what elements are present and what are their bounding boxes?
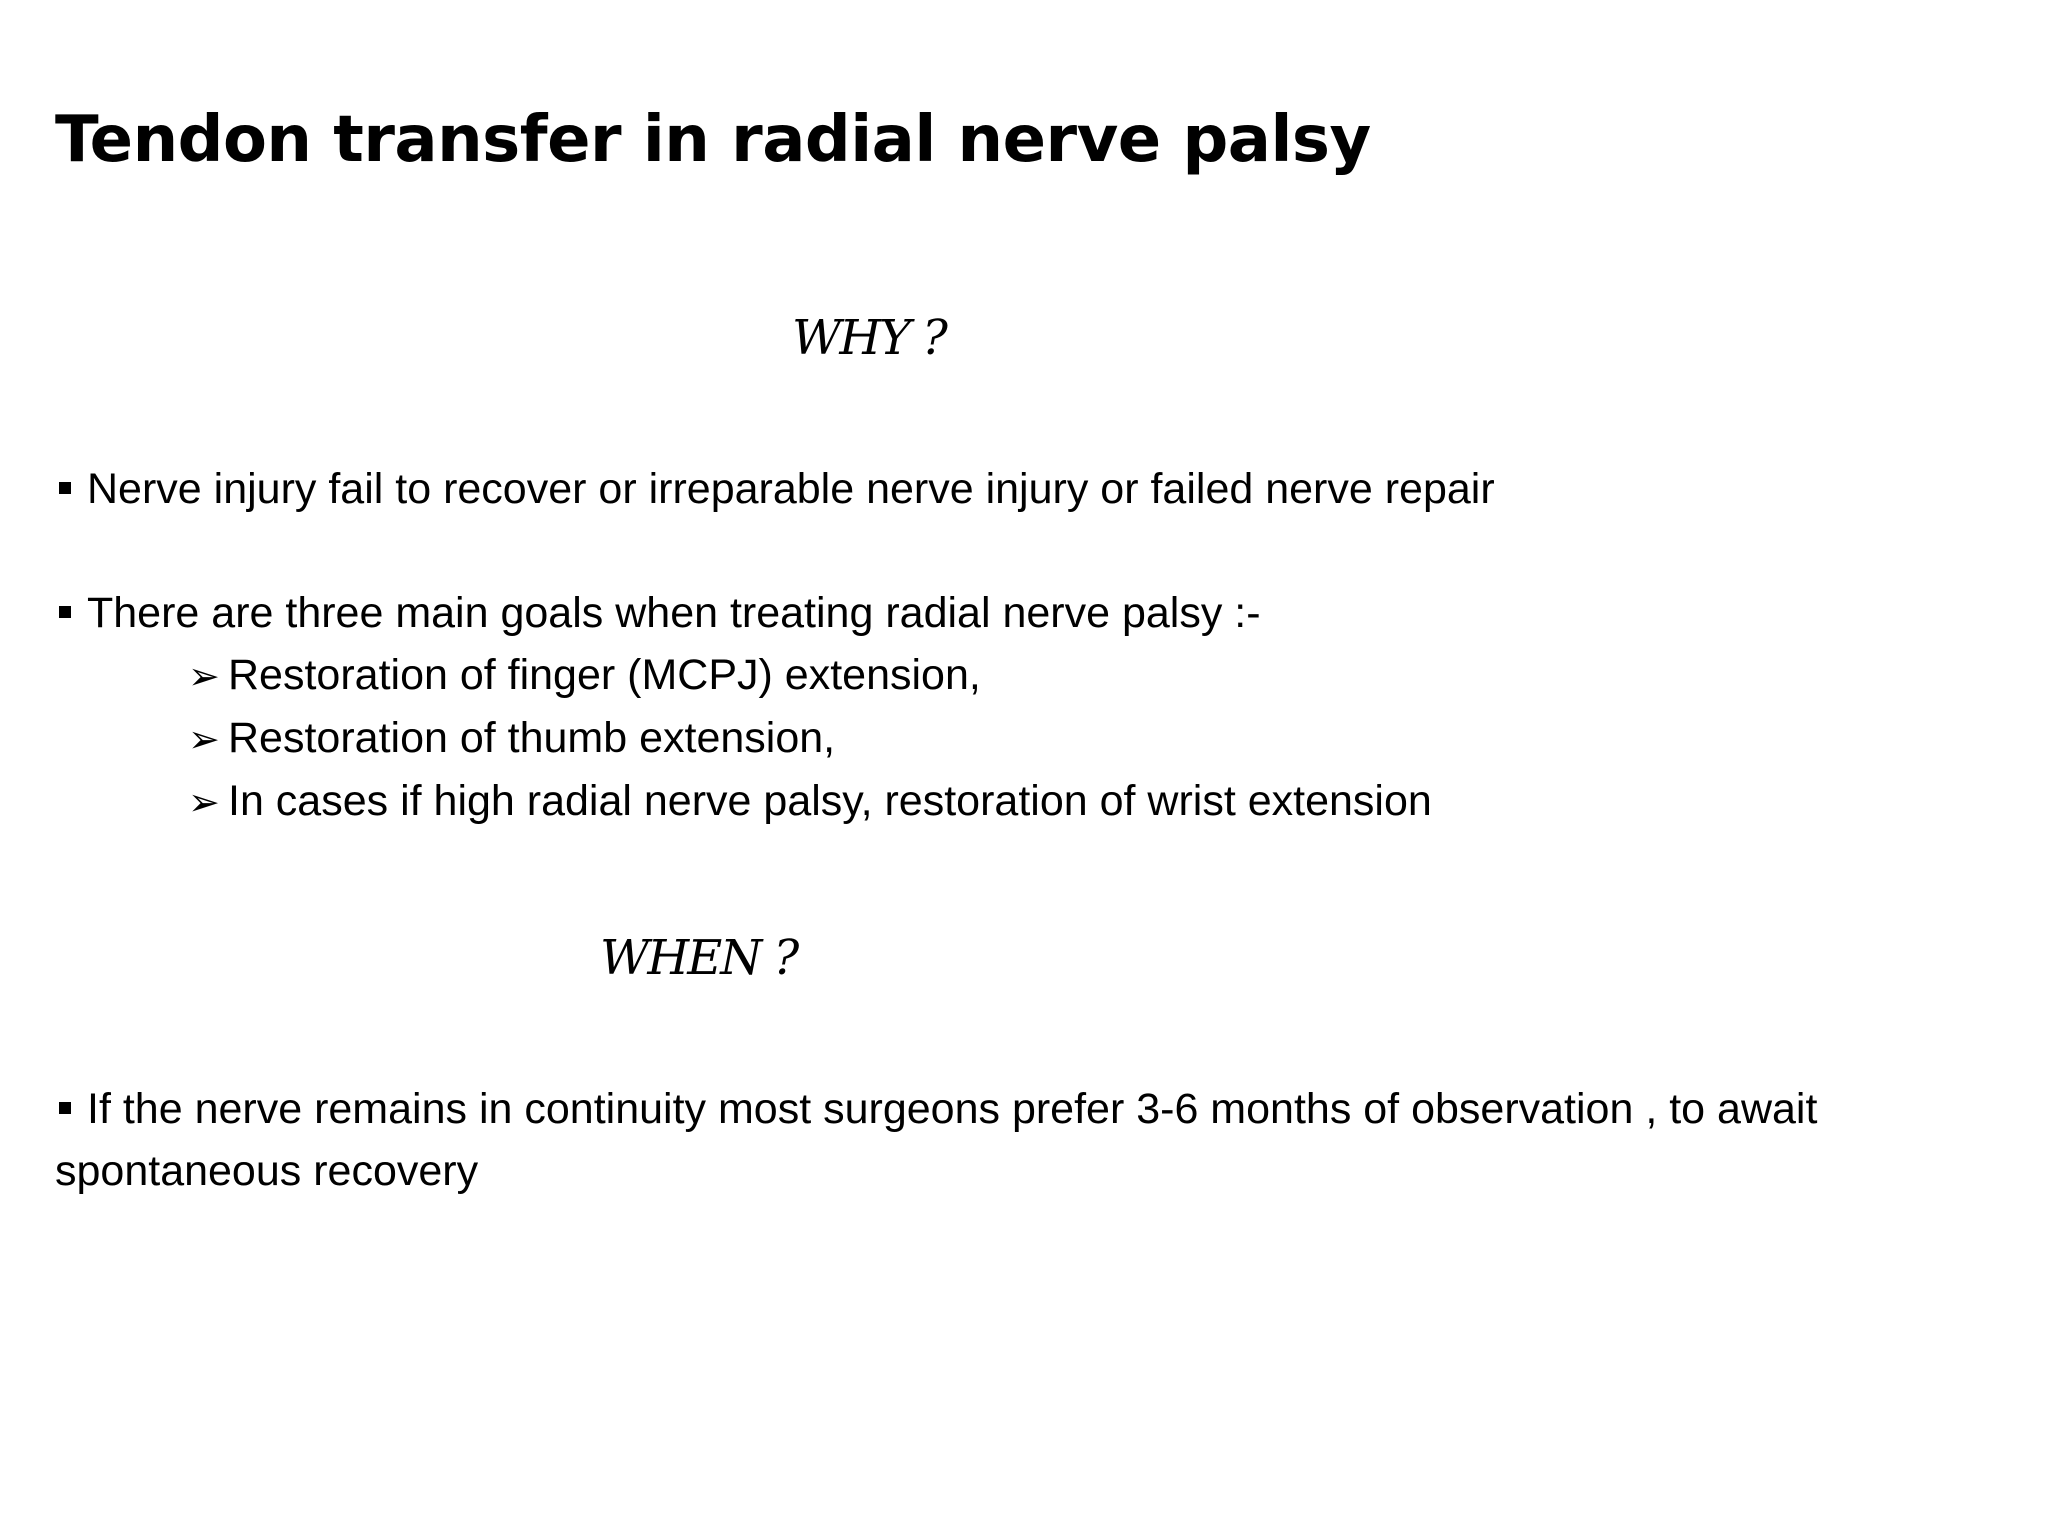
slide-title: Tendon transfer in radial nerve palsy bbox=[55, 103, 1371, 177]
goal-text: Restoration of thumb extension, bbox=[228, 714, 836, 762]
bullet-item bbox=[55, 582, 1975, 644]
bullet-text: If the nerve remains in continuity most surgeons prefer 3-6 months of observation , to await spontaneous recovery bbox=[55, 1085, 1818, 1195]
goal-text: Restoration of finger (MCPJ) extension, bbox=[228, 651, 981, 699]
goal-text: In cases if high radial nerve palsy, restoration of wrist extension bbox=[228, 777, 1432, 825]
arrowhead-bullet-icon: ➢ bbox=[188, 780, 220, 824]
why-heading: WHY ? bbox=[792, 310, 946, 366]
bullet-item bbox=[55, 458, 1975, 520]
square-bullet-icon bbox=[59, 606, 71, 618]
goals-list bbox=[188, 644, 1432, 833]
square-bullet-icon bbox=[59, 482, 71, 494]
goal-item bbox=[188, 644, 1432, 707]
bullet-text: There are three main goals when treating radial nerve palsy :- bbox=[87, 589, 1261, 637]
bullet-item bbox=[55, 1078, 1975, 1202]
bullet-text: Nerve injury fail to recover or irreparable nerve injury or failed nerve repair bbox=[87, 465, 1495, 513]
arrowhead-bullet-icon: ➢ bbox=[188, 654, 220, 698]
arrowhead-bullet-icon: ➢ bbox=[188, 717, 220, 761]
goal-item bbox=[188, 707, 1432, 770]
when-heading: WHEN ? bbox=[600, 930, 798, 986]
goal-item bbox=[188, 770, 1432, 833]
square-bullet-icon bbox=[59, 1102, 71, 1114]
